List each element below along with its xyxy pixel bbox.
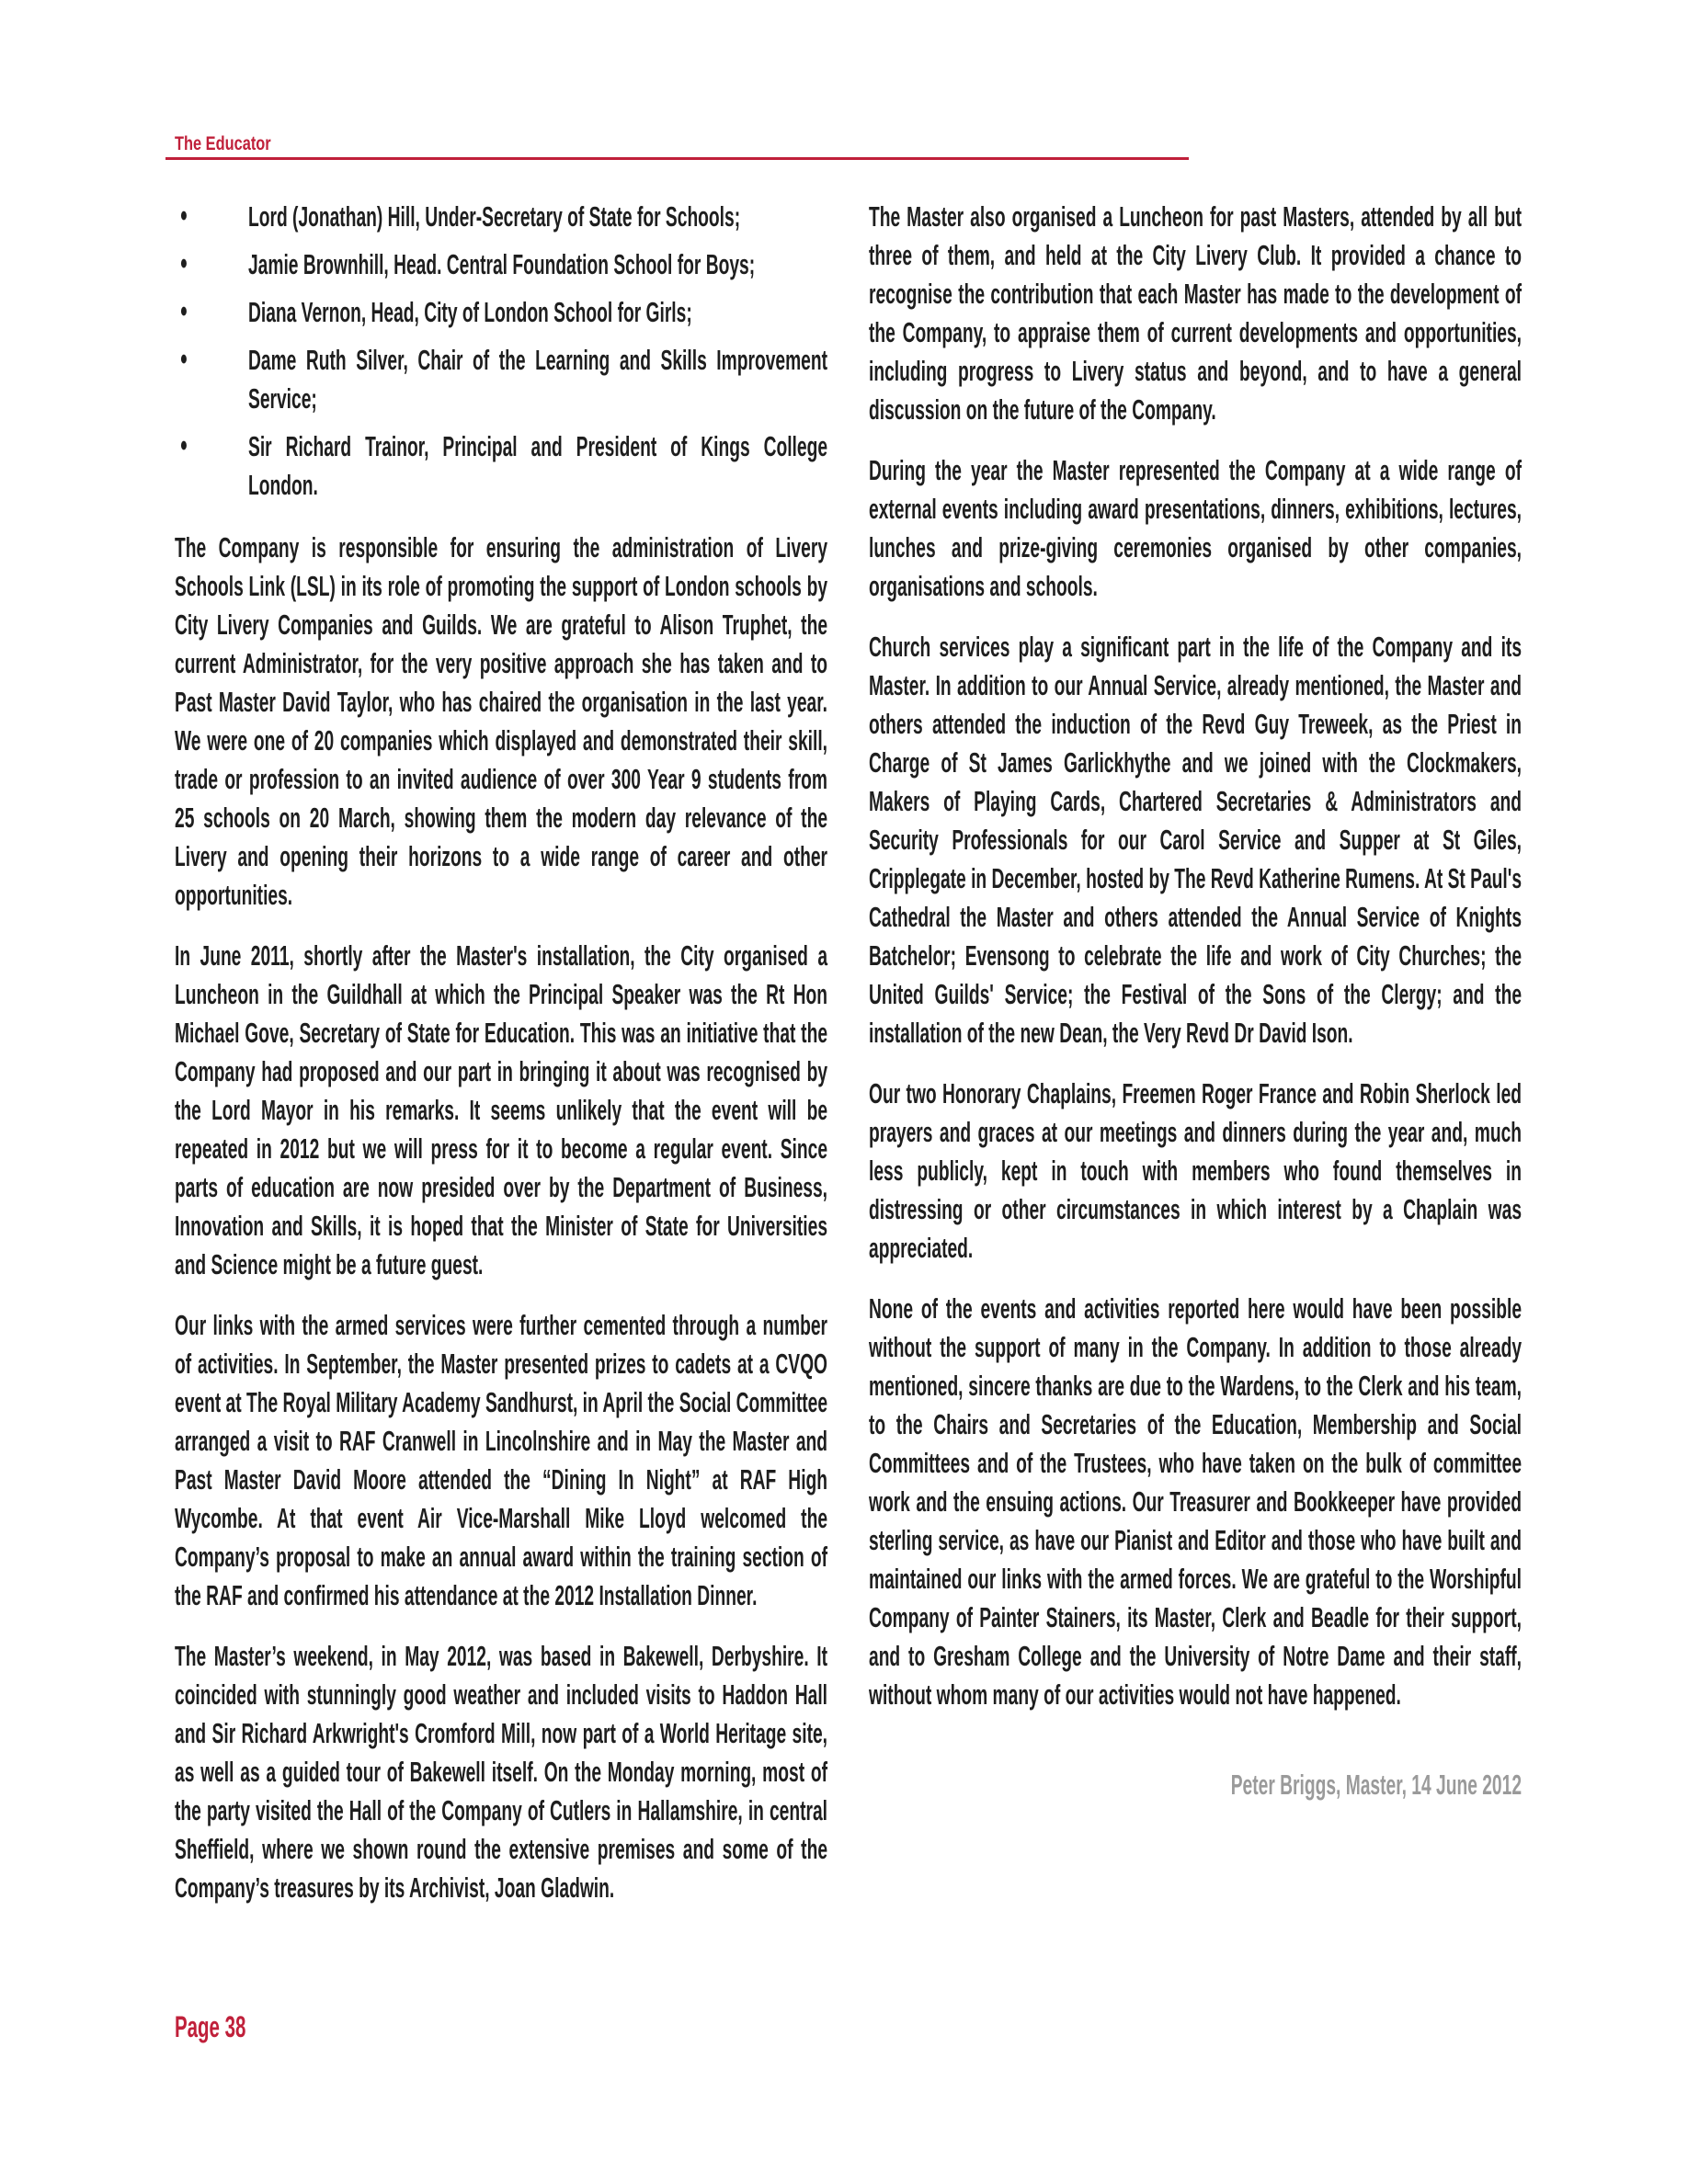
attendee-bullet-list <box>175 198 827 505</box>
header-rule <box>165 157 1189 160</box>
page-number-label: Page 38 <box>175 2010 246 2043</box>
bullet-icon: • <box>180 428 188 463</box>
body-paragraph: In June 2011, shortly after the Master's installation, the City organised a Luncheon in the Guildhall at which the Principal Speaker was the Rt Hon Michael Gove, Secretary of State for Education. This was an initiative that the Company had proposed and our part in bringing it about was recognised by the Lord Mayor in his remarks. It seems unlikely that the event will be repeated in 2012 but we will press for it to become a regular event. Since parts of education are now presided over by the Department of Business, Innovation and Skills, it is hoped that the Minister of State for Universities and Science might be a future guest. <box>175 939 828 1280</box>
two-column-body <box>175 198 1522 1929</box>
bullet-item-text: Lord (Jonathan) Hill, Under-Secretary of State for Schools; <box>247 200 741 233</box>
masthead <box>175 134 298 154</box>
author-signature: Peter Briggs, Master, 14 June 2012 <box>1230 1769 1523 1801</box>
bullet-item-text: Jamie Brownhill, Head. Central Foundation School for Boys; <box>247 248 756 280</box>
bullet-item-text: Dame Ruth Silver, Chair of the Learning and Skills Improvement Service; <box>247 344 828 415</box>
bullet-item-text: Sir Richard Trainor, Principal and President of Kings College London. <box>247 430 828 501</box>
body-paragraph: During the year the Master represented the Company at a wide range of external events including award presentations, dinners, exhibitions, lectures, lunches and prize-giving ceremonies organised by other companies, organisations and schools. <box>869 454 1523 602</box>
bullet-icon: • <box>180 246 188 281</box>
body-paragraph: The Master also organised a Luncheon for past Masters, attended by all but three of them, and held at the City Livery Club. It provided a chance to recognise the contribution that each Master has made to the development of the Company, to appraise them of current developments and opportunities, including progress to Livery status and beyond, and to have a general discussion on the future of the Company. <box>869 200 1523 426</box>
body-paragraph: Church services play a significant part in the life of the Company and its Master. In addition to our Annual Service, already mentioned, the Master and others attended the induction of the Revd Guy Treweek, as the Priest in Charge of St James Garlickhythe and we joined with the Clockmakers, Makers of Playing Cards, Chartered Secretaries & Administrators and Security Professionals for our Carol Service and Supper at St Giles, Cripplegate in December, hosted by The Revd Katherine Rumens. At St Paul's Cathedral the Master and others attended the Annual Service of Knights Batchelor; Evensong to celebrate the life and work of City Churches; the United Guilds' Service; the Festival of the Sons of the Clergy; and the installation of the new Dean, the Very Revd Dr David Ison. <box>869 631 1523 1049</box>
bullet-item-text: Diana Vernon, Head, City of London School for Girls; <box>247 296 692 328</box>
bullet-icon: • <box>180 199 188 233</box>
body-paragraph: The Master’s weekend, in May 2012, was based in Bakewell, Derbyshire. It coincided with stunningly good weather and included visits to Haddon Hall and Sir Richard Arkwright's Cromford Mill, now part of a World Heritage site, as well as a guided tour of Bakewell itself. On the Monday morning, most of the party visited the Hall of the Company of Cutlers in Hallamshire, in central Sheffield, where we shown round the extensive premises and some of the Company’s treasures by its Archivist, Joan Gladwin. <box>175 1640 828 1904</box>
list-item <box>175 198 827 236</box>
publication-title: The Educator <box>175 133 271 154</box>
page-footer <box>175 2011 286 2042</box>
list-item <box>175 293 827 332</box>
left-column <box>175 198 827 1929</box>
list-item <box>175 427 827 505</box>
right-column <box>869 198 1522 1804</box>
bullet-icon: • <box>180 342 188 377</box>
body-paragraph: Our two Honorary Chaplains, Freemen Roger France and Robin Sherlock led prayers and graces at our meetings and dinners during the year and, much less publicly, kept in touch with members who found themselves in distressing or other circumstances in which interest by a Chaplain was appreciated. <box>869 1077 1523 1264</box>
body-paragraph: Our links with the armed services were further cemented through a number of activities. In September, the Master presented prizes to cadets at a CVQO event at The Royal Military Academy Sandhurst, in April the Social Committee arranged a visit to RAF Cranwell in Lincolnshire and in May the Master and Past Master David Moore attended the “Dining In Night” at RAF High Wycombe. At that event Air Vice-Marshall Mike Lloyd welcomed the Company’s proposal to make an annual award within the training section of the RAF and confirmed his attendance at the 2012 Installation Dinner. <box>175 1309 828 1611</box>
body-paragraph: None of the events and activities reported here would have been possible without the support of many in the Company. In addition to those already mentioned, sincere thanks are due to the Wardens, to the Clerk and his team, to the Chairs and Secretaries of the Education, Membership and Social Committees and of the Trustees, who have taken on the bulk of committee work and the ensuing actions. Our Treasurer and Bookkeeper have provided sterling service, as have our Pianist and Editor and those who have built and maintained our links with the armed forces. We are grateful to the Worshipful Company of Painter Stainers, its Master, Clerk and Beadle for their support, and to Gresham College and the University of Notre Dame and their staff, without whom many of our activities would not have happened. <box>869 1292 1523 1711</box>
list-item <box>175 341 827 418</box>
body-paragraph: The Company is responsible for ensuring the administration of Livery Schools Link (LSL) in its role of promoting the support of London schools by City Livery Companies and Guilds. We are grateful to Alison Truphet, the current Administrator, for the very positive approach she has taken and to Past Master David Taylor, who has chaired the organisation in the last year. We were one of 20 companies which displayed and demonstrated their skill, trade or profession to an invited audience of over 300 Year 9 students from 25 schools on 20 March, showing them the modern day relevance of the Livery and opening their horizons to a wide range of career and other opportunities. <box>175 531 828 911</box>
bullet-icon: • <box>180 294 188 329</box>
list-item <box>175 245 827 284</box>
